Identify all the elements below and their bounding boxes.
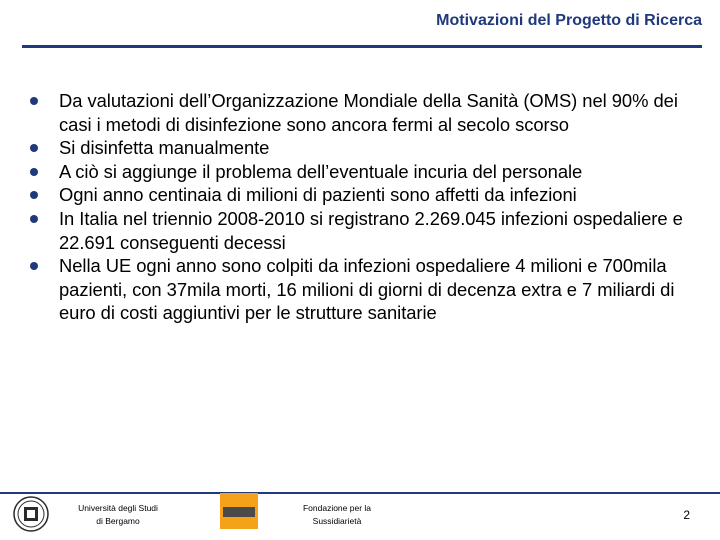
bullet-text: Ogni anno centinaia di milioni di pazienti sono affetti da infezioni <box>59 184 577 206</box>
bullet-icon <box>30 97 38 105</box>
university-name: Università degli Studi di Bergamo <box>78 503 158 526</box>
university-seal-icon <box>13 496 49 532</box>
bullet-text: Da valutazioni dell’Organizzazione Mondiale della Sanità (OMS) nel 90% dei casi i metodi di disinfezione sono ancora fermi al secolo scorso <box>59 90 678 135</box>
list-item <box>30 254 700 325</box>
bullet-icon <box>30 215 38 223</box>
list-item <box>30 136 700 160</box>
list-item <box>30 207 700 254</box>
page-number: 2 <box>683 508 690 522</box>
bullet-list <box>30 89 700 325</box>
bullet-icon <box>30 168 38 176</box>
bullet-text: In Italia nel triennio 2008-2010 si registrano 2.269.045 infezioni ospedaliere e 22.691 conseguenti decessi <box>59 207 683 253</box>
bullet-icon <box>30 144 38 152</box>
list-item <box>30 89 700 136</box>
list-item <box>30 160 700 184</box>
bullet-text: Si disinfetta manualmente <box>59 137 270 159</box>
bullet-icon <box>30 191 38 199</box>
slide-title: Motivazioni del Progetto di Ricerca <box>436 12 702 29</box>
title-divider <box>22 45 702 48</box>
foundation-name: Fondazione per la Sussidiarietà <box>302 503 372 526</box>
bullet-text: Nella UE ogni anno sono colpiti da infezioni ospedaliere 4 milioni e 700mila pazienti, con 37mila morti, 16 milioni di giorni di decenza extra e 7 miliardi di euro di costi aggiuntivi per le strutture sanitarie <box>59 255 675 324</box>
bullet-icon <box>30 262 38 270</box>
list-item <box>30 183 700 207</box>
bullet-text: A ciò si aggiunge il problema dell’eventuale incuria del personale <box>59 160 583 182</box>
foundation-logo-icon <box>220 493 258 529</box>
footer-divider <box>0 492 720 494</box>
